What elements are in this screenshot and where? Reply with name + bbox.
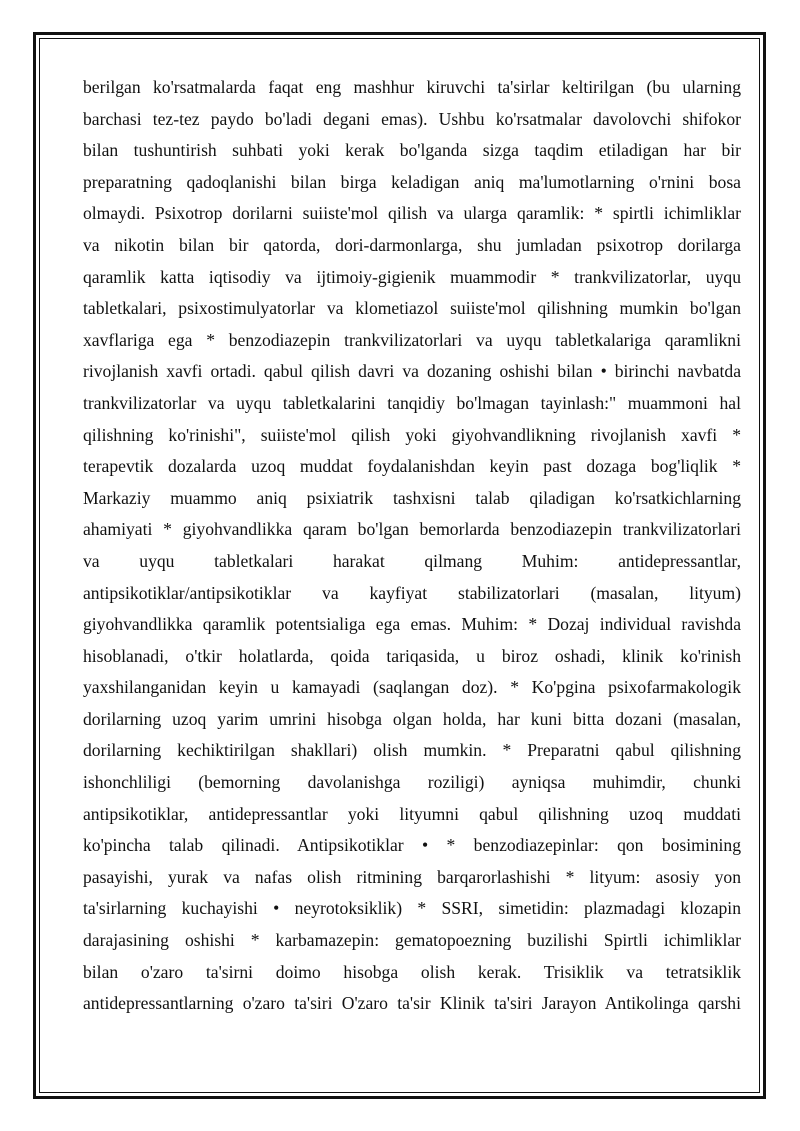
text-line: pasayishi, yurak va nafas olish ritmining barqarorlashishi * lityum: asosiy yon xyxy=(83,866,741,887)
text-line: ishonchliligi (bemorning davolanishga roziligi) ayniqsa muhimdir, chunki xyxy=(83,772,741,793)
text-line: ko'pincha talab qilinadi. Antipsikotiklar • * benzodiazepinlar: qon bosimining xyxy=(83,835,741,856)
body-paragraph xyxy=(83,72,741,1020)
text-line: bilan tushuntirish suhbati yoki kerak bo'lganda sizga taqdim etiladigan har bir xyxy=(83,140,741,161)
text-line: trankvilizatorlar va uyqu tabletkalarini tanqidiy bo'lmagan tayinlash:" muammoni hal xyxy=(83,392,741,413)
text-line: terapevtik dozalarda uzoq muddat foydalanishdan keyin past dozaga bog'liqlik * xyxy=(83,456,741,477)
text-line: olmaydi. Psixotrop dorilarni suiiste'mol qilish va ularga qaramlik: * spirtli ichimliklar xyxy=(83,203,741,224)
text-line: dorilarning uzoq yarim umrini hisobga olgan holda, har kuni bitta dozani (masalan, xyxy=(83,708,741,729)
text-line: ta'sirlarning kuchayishi • neyrotoksiklik) * SSRI, simetidin: plazmadagi klozapin xyxy=(83,898,741,919)
text-line: qaramlik katta iqtisodiy va ijtimoiy-gigienik muammodir * trankvilizatorlar, uyqu xyxy=(83,266,741,287)
text-line: barchasi tez-tez paydo bo'ladi degani emas). Ushbu ko'rsatmalar davolovchi shifokor xyxy=(83,108,741,129)
text-line: bilan o'zaro ta'sirni doimo hisobga olish kerak. Trisiklik va tetratsiklik xyxy=(83,961,741,982)
text-line: antipsikotiklar, antidepressantlar yoki lityumni qabul qilishning uzoq muddati xyxy=(83,803,741,824)
text-line: Markaziy muammo aniq psixiatrik tashxisni talab qiladigan ko'rsatkichlarning xyxy=(83,487,741,508)
text-line: va nikotin bilan bir qatorda, dori-darmonlarga, shu jumladan psixotrop dorilarga xyxy=(83,234,741,255)
text-line: antidepressantlarning o'zaro ta'siri O'zaro ta'sir Klinik ta'siri Jarayon Antikolinga qarshi xyxy=(83,993,741,1014)
text-line: xavflariga ega * benzodiazepin trankvilizatorlari va uyqu tabletkalariga qaramlikni xyxy=(83,329,741,350)
text-line: yaxshilanganidan keyin u kamayadi (saqlangan doz). * Ko'pgina psixofarmakologik xyxy=(83,677,741,698)
text-line: antipsikotiklar/antipsikotiklar va kayfiyat stabilizatorlari (masalan, lityum) xyxy=(83,582,741,603)
text-line: berilgan ko'rsatmalarda faqat eng mashhur kiruvchi ta'sirlar keltirilgan (bu ularning xyxy=(83,77,741,97)
text-line: qilishning ko'rinishi", suiiste'mol qilish yoki giyohvandlikning rivojlanish xavfi * xyxy=(83,424,741,445)
text-line: darajasining oshishi * karbamazepin: gematopoezning buzilishi Spirtli ichimliklar xyxy=(83,930,741,951)
text-line: preparatning qadoqlanishi bilan birga keladigan aniq ma'lumotlarning o'rnini bosa xyxy=(83,171,741,192)
text-line: va uyqu tabletkalari harakat qilmang Muhim: antidepressantlar, xyxy=(83,550,741,571)
text-line: dorilarning kechiktirilgan shakllari) olish mumkin. * Preparatni qabul qilishning xyxy=(83,740,741,761)
text-line: giyohvandlikka qaramlik potentsialiga ega emas. Muhim: * Dozaj individual ravishda xyxy=(83,614,741,635)
text-line: ahamiyati * giyohvandlikka qaram bo'lgan bemorlarda benzodiazepin trankvilizatorlari xyxy=(83,519,741,540)
text-line: rivojlanish xavfi ortadi. qabul qilish davri va dozaning oshishi bilan • birinchi navbatda xyxy=(83,361,741,382)
text-line: tabletkalari, psixostimulyatorlar va klometiazol suiiste'mol qilishning mumkin bo'lgan xyxy=(83,298,741,319)
text-line: hisoblanadi, o'tkir holatlarda, qoida tariqasida, u biroz oshadi, klinik ko'rinish xyxy=(83,645,741,666)
